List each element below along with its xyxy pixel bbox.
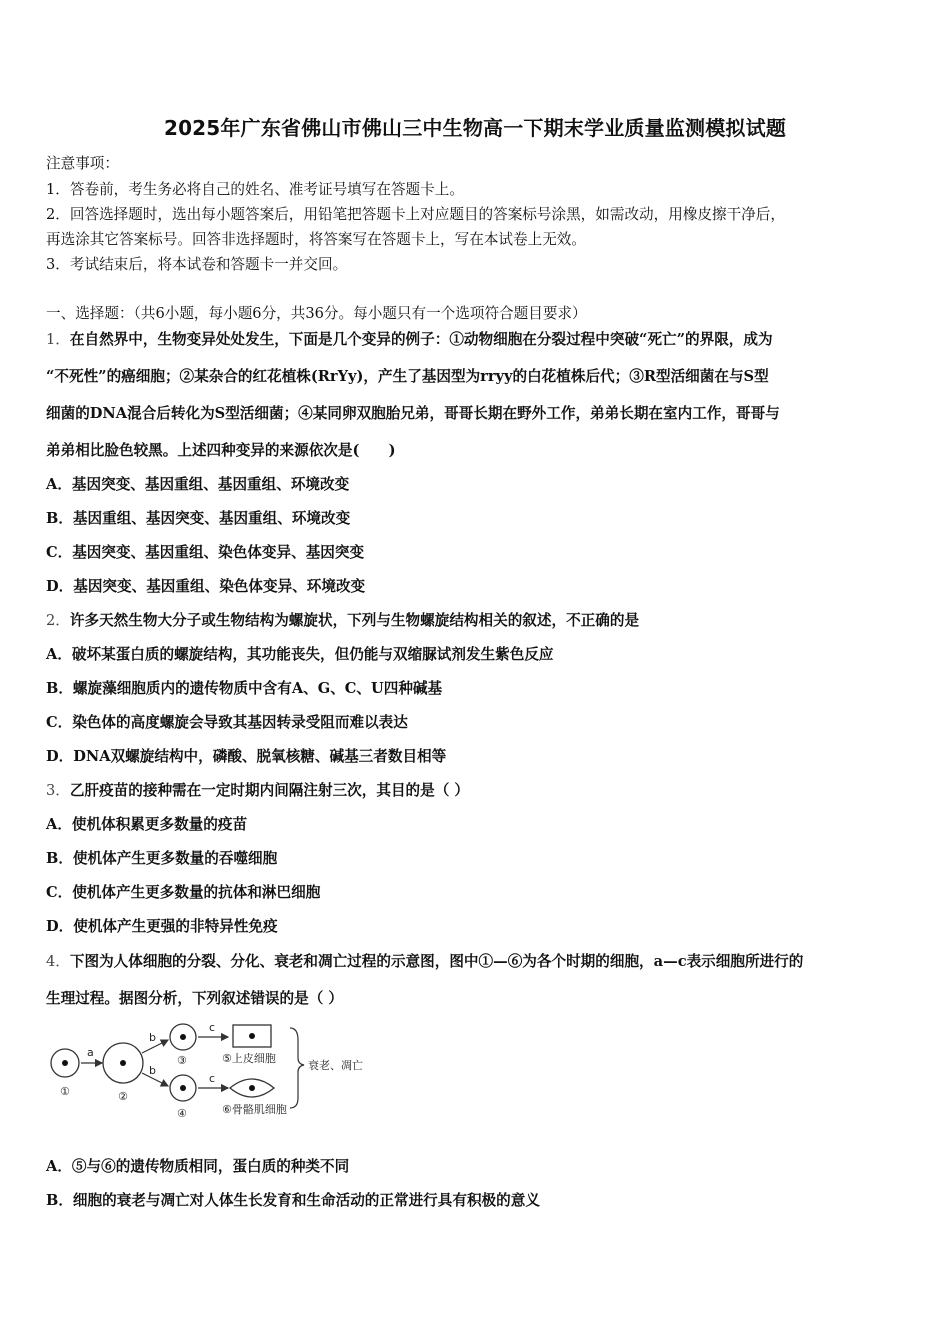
notice-item: 1．答卷前，考生务必将自己的姓名、准考证号填写在答题卡上。: [46, 181, 464, 198]
nucleus-dot: [180, 1085, 186, 1091]
question-number: 2．: [46, 612, 70, 629]
nucleus-dot: [180, 1034, 186, 1040]
step-a-label: a: [87, 1046, 94, 1059]
nucleus-dot: [249, 1085, 255, 1091]
question-1-line: “不死性”的癌细胞；②某杂合的红花植株(RrYy)，产生了基因型为rryy的白花植株后代；③R型活细菌在与S型: [46, 368, 769, 385]
question-4-line: 生理过程。据图分析，下列叙述错误的是（ ）: [46, 990, 343, 1007]
bracket: [290, 1028, 304, 1108]
question-number: 3．: [46, 782, 70, 799]
notice-item: 2．回答选择题时，选出每小题答案后，用铅笔把答题卡上对应题目的答案标号涂黑，如需改动，用橡皮擦干净后，: [46, 206, 785, 223]
option-a: A．破坏某蛋白质的螺旋结构，其功能丧失，但仍能与双缩脲试剂发生紫色反应: [46, 646, 554, 663]
question-2-stem: 2．许多天然生物大分子或生物结构为螺旋状，下列与生物螺旋结构相关的叙述，不正确的是: [46, 612, 640, 629]
question-number: 1．: [46, 331, 70, 348]
question-1-line: 1．在自然界中，生物变异处处发生，下面是几个变异的例子：①动物细胞在分裂过程中突破“死亡”的界限，成为: [46, 331, 773, 348]
cell-1-label: ①: [60, 1085, 70, 1098]
page-title: 2025年广东省佛山市佛山三中生物高一下期末学业质量监测模拟试题: [163, 116, 787, 140]
nucleus-dot: [120, 1060, 126, 1066]
option-c: C．基因突变、基因重组、染色体变异、基因突变: [46, 544, 365, 561]
nucleus-dot: [62, 1060, 68, 1066]
section-heading: 一、选择题：（共6小题，每小题6分，共36分。每小题只有一个选项符合题目要求）: [46, 305, 587, 322]
notice-item: 再选涂其它答案标号。回答非选择题时，将答案写在答题卡上，写在本试卷上无效。: [46, 231, 586, 248]
notice-heading: 注意事项：: [46, 155, 119, 172]
option-b: B．使机体产生更多数量的吞噬细胞: [46, 850, 278, 867]
cell-6-label: ⑥骨骼肌细胞: [222, 1103, 287, 1116]
option-b: B．细胞的衰老与凋亡对人体生长发育和生命活动的正常进行具有积极的意义: [46, 1192, 540, 1209]
cell-4-label: ④: [177, 1107, 187, 1120]
question-1-line: 细菌的DNA混合后转化为S型活细菌；④某同卵双胞胎兄弟，哥哥长期在野外工作，弟弟长期在室内工作，哥哥与: [46, 405, 780, 422]
option-d: D．使机体产生更强的非特异性免疫: [46, 918, 278, 935]
option-a: A．使机体积累更多数量的疫苗: [46, 816, 248, 833]
cell-3-label: ③: [177, 1054, 187, 1067]
cell-2-label: ②: [118, 1090, 128, 1103]
option-c: C．使机体产生更多数量的抗体和淋巴细胞: [46, 884, 321, 901]
step-b-upper-label: b: [149, 1031, 156, 1044]
question-number: 4．: [46, 953, 70, 970]
option-b: B．螺旋藻细胞质内的遗传物质中含有A、G、C、U四种碱基: [46, 680, 443, 697]
option-d: D．DNA双螺旋结构中，磷酸、脱氧核糖、碱基三者数目相等: [46, 748, 447, 765]
option-a: A．基因突变、基因重组、基因重组、环境改变: [46, 476, 350, 493]
option-c: C．染色体的高度螺旋会导致其基因转录受阻而难以表达: [46, 714, 408, 731]
nucleus-dot: [249, 1033, 255, 1039]
option-b: B．基因重组、基因突变、基因重组、环境改变: [46, 510, 351, 527]
question-3-stem: 3．乙肝疫苗的接种需在一定时期内间隔注射三次，其目的是（ ）: [46, 782, 470, 799]
step-c-upper-label: c: [209, 1021, 216, 1034]
cell-process-diagram: [46, 1020, 386, 1126]
notice-item: 3．考试结束后，将本试卷和答题卡一并交回。: [46, 256, 348, 273]
option-a: A．⑤与⑥的遗传物质相同，蛋白质的种类不同: [46, 1158, 350, 1175]
step-c-lower-label: c: [209, 1072, 216, 1085]
cell-5-label: ⑤上皮细胞: [222, 1052, 276, 1065]
option-d: D．基因突变、基因重组、染色体变异、环境改变: [46, 578, 366, 595]
fate-label: 衰老、凋亡: [308, 1059, 363, 1072]
question-4-line: 4．下图为人体细胞的分裂、分化、衰老和凋亡过程的示意图，图中①—⑥为各个时期的细胞，a—c表示细胞所进行的: [46, 953, 804, 970]
question-1-line: 弟弟相比脸色较黑。上述四种变异的来源依次是( ): [46, 442, 396, 459]
step-b-lower-label: b: [149, 1064, 156, 1077]
